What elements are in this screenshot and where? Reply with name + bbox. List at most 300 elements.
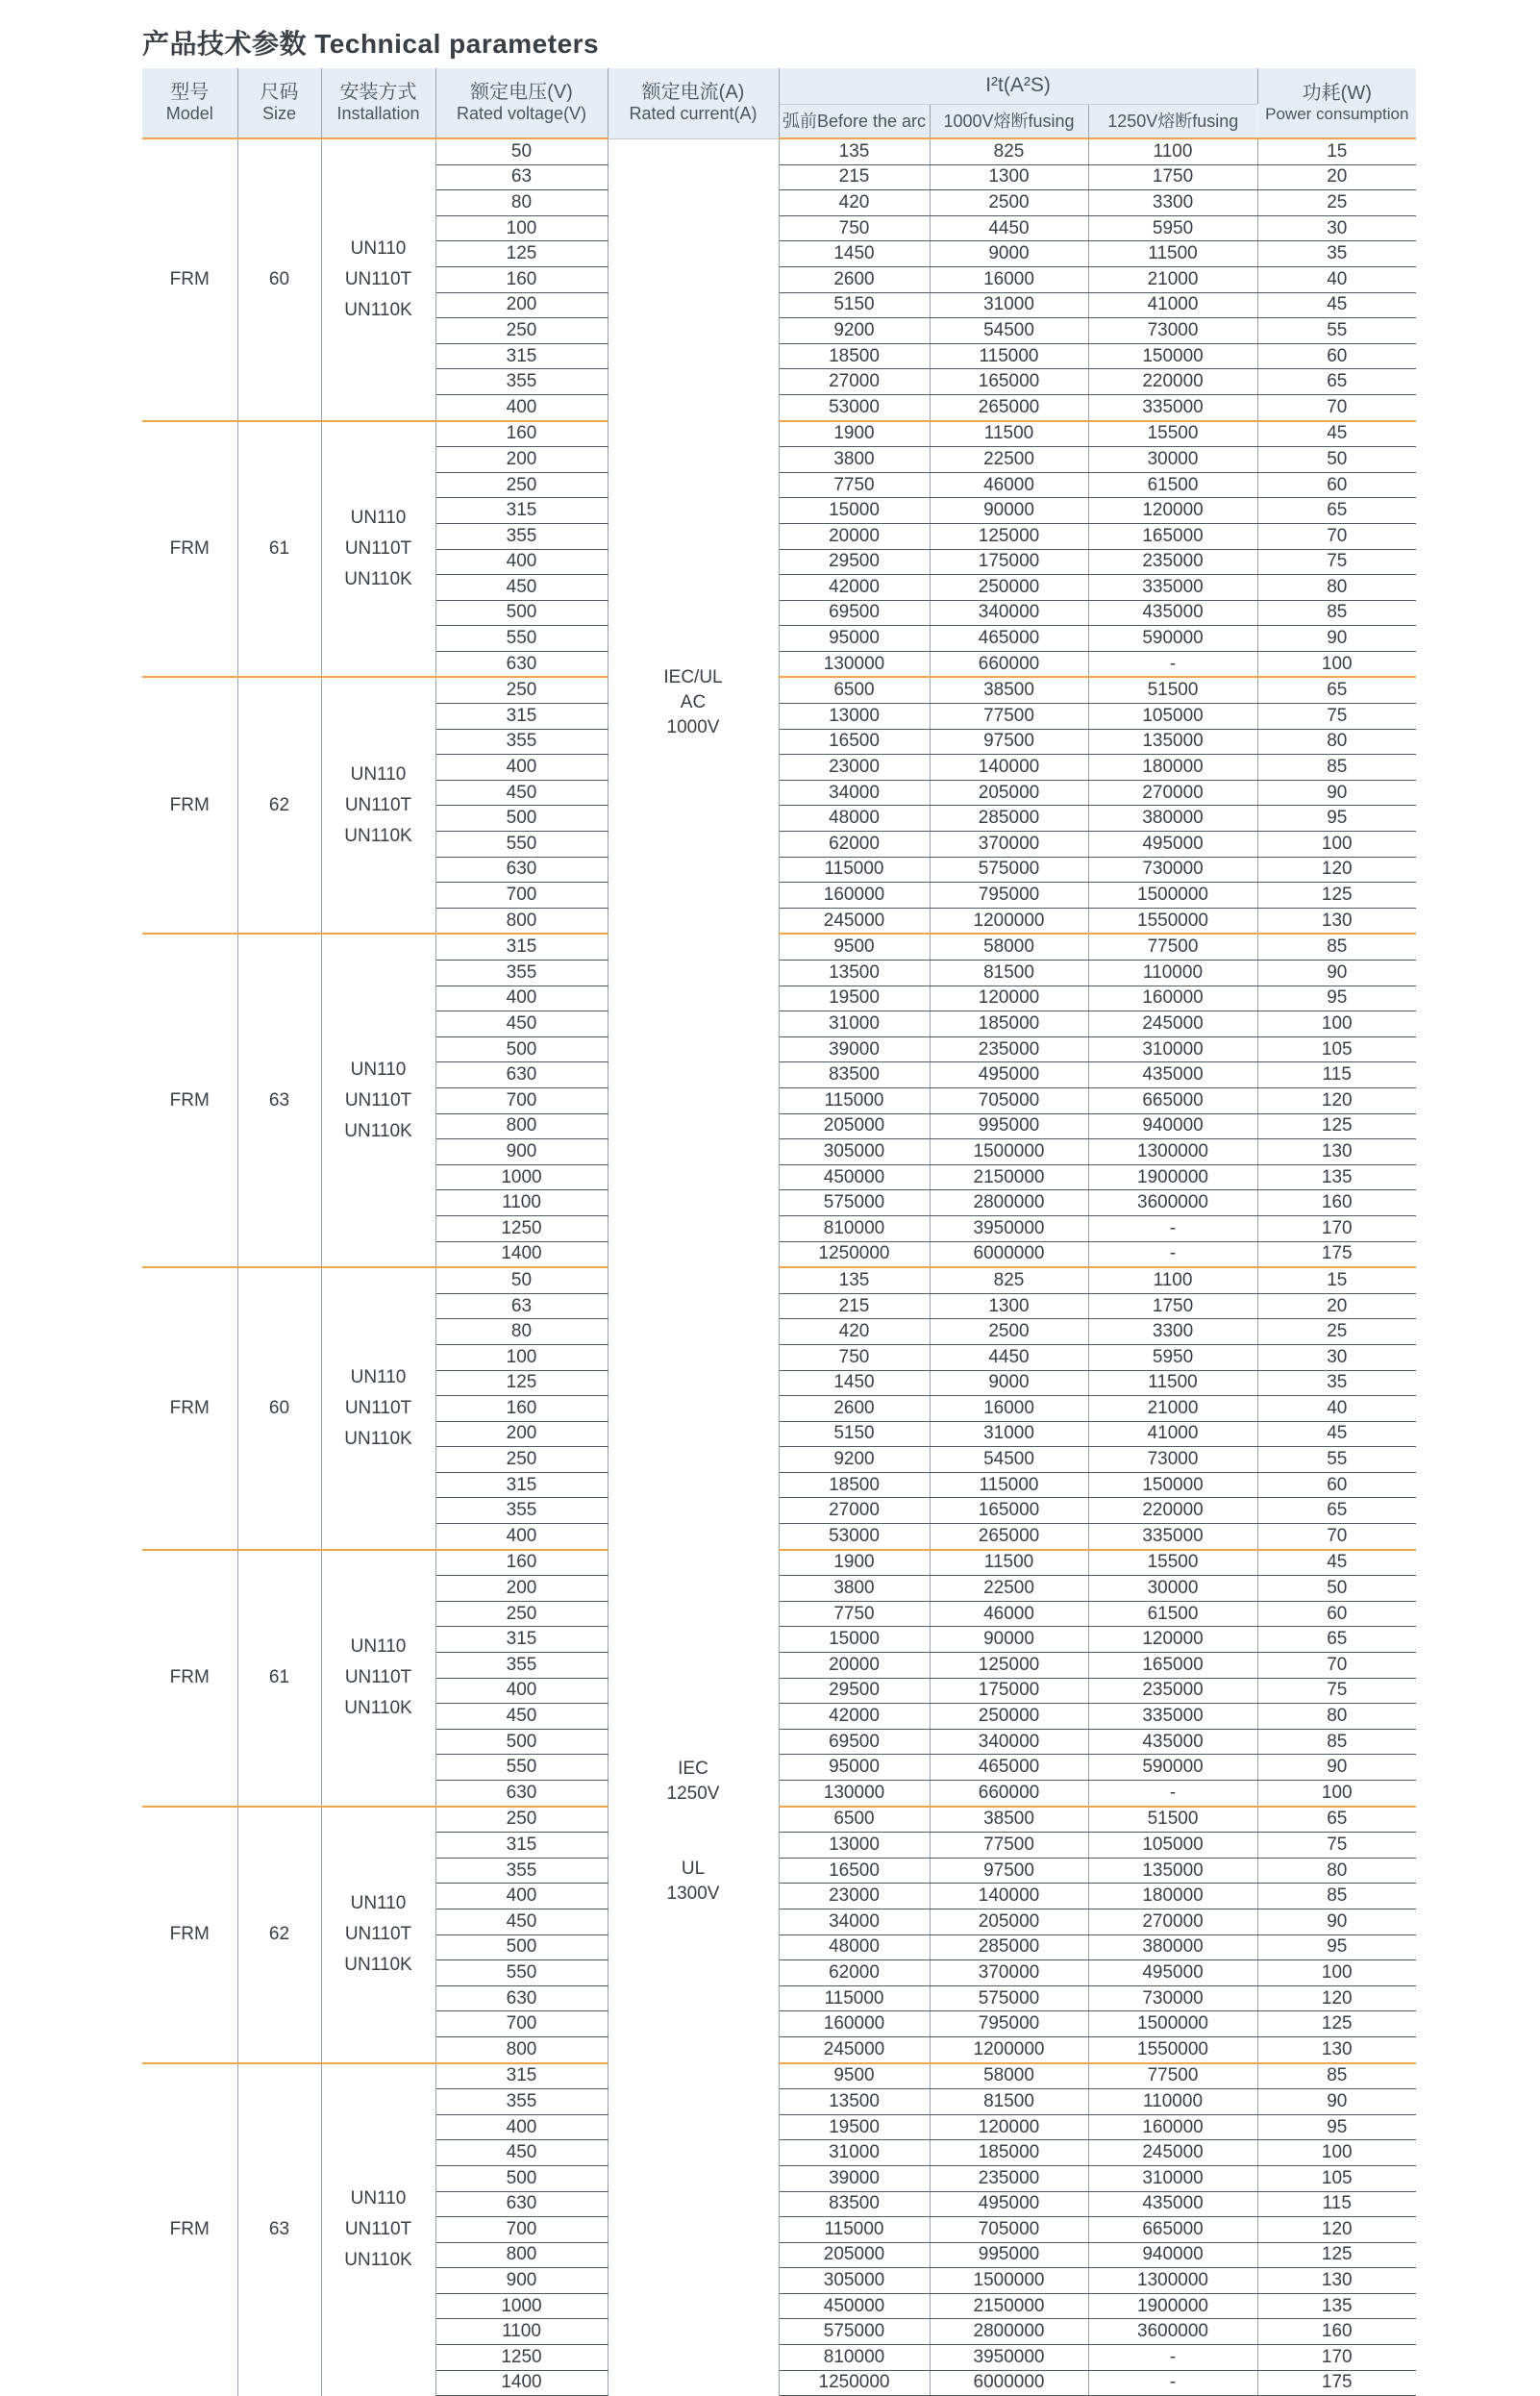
power-cell: 50 xyxy=(1257,447,1416,473)
fusing-1000v-cell: 16000 xyxy=(930,1396,1088,1422)
before-arc-cell: 575000 xyxy=(779,1190,930,1216)
power-cell: 75 xyxy=(1257,1678,1416,1704)
before-arc-cell: 13000 xyxy=(779,704,930,730)
fusing-1000v-cell: 265000 xyxy=(930,1524,1088,1550)
before-arc-cell: 205000 xyxy=(779,1113,930,1139)
fusing-1000v-cell: 125000 xyxy=(930,523,1088,549)
fusing-1250v-cell: 1300000 xyxy=(1088,2268,1257,2294)
before-arc-cell: 62000 xyxy=(779,1960,930,1986)
power-cell: 160 xyxy=(1257,1190,1416,1216)
fusing-1250v-cell: 665000 xyxy=(1088,2217,1257,2243)
power-cell: 95 xyxy=(1257,2114,1416,2140)
installation-type: UN110 xyxy=(350,1366,407,1387)
model-cell: FRM xyxy=(142,138,237,421)
fusing-1250v-cell: 1100 xyxy=(1088,1267,1257,1293)
fusing-1000v-cell: 120000 xyxy=(930,2114,1088,2140)
fusing-1250v-cell: 270000 xyxy=(1088,780,1257,806)
fusing-1000v-cell: 77500 xyxy=(930,704,1088,730)
fusing-1000v-cell: 90000 xyxy=(930,498,1088,524)
power-cell: 105 xyxy=(1257,2165,1416,2191)
fusing-1000v-cell: 97500 xyxy=(930,729,1088,755)
fusing-1250v-cell: 3600000 xyxy=(1088,1190,1257,1216)
rated-current-cell: 630 xyxy=(435,2191,608,2217)
rated-current-cell: 63 xyxy=(435,164,608,190)
rated-current-cell: 400 xyxy=(435,2114,608,2140)
header-fusing-1250v: 1250V熔断fusing xyxy=(1088,105,1257,139)
fusing-1000v-cell: 11500 xyxy=(930,421,1088,447)
rated-current-cell: 500 xyxy=(435,2165,608,2191)
before-arc-cell: 13500 xyxy=(779,2089,930,2115)
fusing-1250v-cell: 77500 xyxy=(1088,2063,1257,2089)
power-cell: 125 xyxy=(1257,1113,1416,1139)
rated-current-cell: 500 xyxy=(435,806,608,832)
before-arc-cell: 205000 xyxy=(779,2242,930,2268)
fusing-1000v-cell: 995000 xyxy=(930,2242,1088,2268)
fusing-1000v-cell: 1500000 xyxy=(930,1139,1088,1165)
fusing-1250v-cell: 235000 xyxy=(1088,549,1257,575)
installation-cell xyxy=(321,1550,435,1807)
power-cell: 30 xyxy=(1257,1344,1416,1370)
power-cell: 65 xyxy=(1257,677,1416,703)
rated-current-cell: 1000 xyxy=(435,1164,608,1190)
installation-cell xyxy=(321,1807,435,2063)
fusing-1250v-cell: 730000 xyxy=(1088,1985,1257,2011)
fusing-1000v-cell: 77500 xyxy=(930,1833,1088,1859)
power-cell: 95 xyxy=(1257,806,1416,832)
fusing-1000v-cell: 825 xyxy=(930,1267,1088,1293)
before-arc-cell: 53000 xyxy=(779,1524,930,1550)
fusing-1250v-cell: 150000 xyxy=(1088,1472,1257,1498)
rated-current-cell: 400 xyxy=(435,1884,608,1909)
voltage-line: IEC xyxy=(678,1758,708,1779)
fusing-1000v-cell: 175000 xyxy=(930,549,1088,575)
table-row xyxy=(142,934,1416,960)
fusing-1000v-cell: 250000 xyxy=(930,575,1088,601)
before-arc-cell: 115000 xyxy=(779,857,930,883)
power-cell: 100 xyxy=(1257,1960,1416,1986)
rated-current-cell: 125 xyxy=(435,1370,608,1396)
fusing-1000v-cell: 705000 xyxy=(930,1087,1088,1113)
power-cell: 30 xyxy=(1257,215,1416,241)
rated-current-cell: 450 xyxy=(435,575,608,601)
power-cell: 125 xyxy=(1257,2011,1416,2037)
power-cell: 170 xyxy=(1257,2345,1416,2371)
before-arc-cell: 29500 xyxy=(779,1678,930,1704)
fusing-1000v-cell: 54500 xyxy=(930,318,1088,344)
power-cell: 45 xyxy=(1257,421,1416,447)
before-arc-cell: 5150 xyxy=(779,292,930,318)
rated-current-cell: 630 xyxy=(435,651,608,677)
fusing-1000v-cell: 795000 xyxy=(930,2011,1088,2037)
before-arc-cell: 62000 xyxy=(779,832,930,858)
rated-voltage-cell xyxy=(608,138,779,1267)
rated-current-cell: 400 xyxy=(435,1678,608,1704)
power-cell: 120 xyxy=(1257,857,1416,883)
table-row xyxy=(142,2063,1416,2089)
rated-current-cell: 355 xyxy=(435,369,608,395)
before-arc-cell: 48000 xyxy=(779,1934,930,1960)
installation-type: UN110 xyxy=(350,1636,407,1658)
fusing-1000v-cell: 2150000 xyxy=(930,2293,1088,2319)
power-cell: 105 xyxy=(1257,1036,1416,1062)
size-cell: 60 xyxy=(237,138,321,421)
fusing-1000v-cell: 115000 xyxy=(930,1472,1088,1498)
fusing-1000v-cell: 46000 xyxy=(930,472,1088,498)
rated-current-cell: 700 xyxy=(435,883,608,909)
rated-current-cell: 630 xyxy=(435,1781,608,1807)
rated-current-cell: 500 xyxy=(435,1934,608,1960)
rated-voltage-cell xyxy=(608,1267,779,2396)
power-cell: 35 xyxy=(1257,241,1416,267)
fusing-1000v-cell: 285000 xyxy=(930,806,1088,832)
fusing-1250v-cell: 335000 xyxy=(1088,1524,1257,1550)
fusing-1250v-cell: 5950 xyxy=(1088,215,1257,241)
fusing-1250v-cell: 495000 xyxy=(1088,1960,1257,1986)
before-arc-cell: 160000 xyxy=(779,883,930,909)
fusing-1000v-cell: 265000 xyxy=(930,394,1088,420)
before-arc-cell: 750 xyxy=(779,215,930,241)
rated-current-cell: 700 xyxy=(435,2217,608,2243)
fusing-1000v-cell: 825 xyxy=(930,138,1088,164)
fusing-1250v-cell: 310000 xyxy=(1088,1036,1257,1062)
power-cell: 40 xyxy=(1257,266,1416,292)
fusing-1250v-cell: 180000 xyxy=(1088,755,1257,781)
rated-current-cell: 1100 xyxy=(435,1190,608,1216)
power-cell: 25 xyxy=(1257,1319,1416,1345)
installation-cell xyxy=(321,677,435,934)
rated-current-cell: 500 xyxy=(435,600,608,626)
rated-current-cell: 550 xyxy=(435,626,608,652)
fusing-1250v-cell: 380000 xyxy=(1088,806,1257,832)
fusing-1250v-cell: 1500000 xyxy=(1088,883,1257,909)
installation-cell xyxy=(321,421,435,678)
fusing-1250v-cell: 1750 xyxy=(1088,164,1257,190)
before-arc-cell: 3800 xyxy=(779,447,930,473)
installation-type: UN110T xyxy=(344,2219,412,2240)
installation-type: UN110 xyxy=(350,1893,407,1914)
before-arc-cell: 130000 xyxy=(779,651,930,677)
fusing-1000v-cell: 995000 xyxy=(930,1113,1088,1139)
rated-current-cell: 50 xyxy=(435,1267,608,1293)
power-cell: 45 xyxy=(1257,292,1416,318)
power-cell: 125 xyxy=(1257,2242,1416,2268)
rated-current-cell: 700 xyxy=(435,2011,608,2037)
fusing-1000v-cell: 97500 xyxy=(930,1858,1088,1884)
fusing-1250v-cell: 150000 xyxy=(1088,343,1257,369)
before-arc-cell: 15000 xyxy=(779,1627,930,1653)
fusing-1000v-cell: 22500 xyxy=(930,1576,1088,1602)
before-arc-cell: 15000 xyxy=(779,498,930,524)
fusing-1250v-cell: 165000 xyxy=(1088,1653,1257,1679)
before-arc-cell: 34000 xyxy=(779,780,930,806)
fusing-1250v-cell: 3300 xyxy=(1088,1319,1257,1345)
fusing-1250v-cell: 30000 xyxy=(1088,1576,1257,1602)
fusing-1250v-cell: 21000 xyxy=(1088,1396,1257,1422)
power-cell: 80 xyxy=(1257,1858,1416,1884)
rated-current-cell: 800 xyxy=(435,1113,608,1139)
fusing-1250v-cell: 41000 xyxy=(1088,1421,1257,1447)
power-cell: 45 xyxy=(1257,1421,1416,1447)
rated-current-cell: 550 xyxy=(435,832,608,858)
fusing-1250v-cell: 310000 xyxy=(1088,2165,1257,2191)
power-cell: 60 xyxy=(1257,343,1416,369)
fusing-1000v-cell: 22500 xyxy=(930,447,1088,473)
rated-current-cell: 100 xyxy=(435,215,608,241)
fusing-1250v-cell: 435000 xyxy=(1088,1062,1257,1088)
model-cell: FRM xyxy=(142,1267,237,1550)
power-cell: 75 xyxy=(1257,704,1416,730)
rated-current-cell: 450 xyxy=(435,1704,608,1730)
rated-current-cell: 200 xyxy=(435,447,608,473)
power-cell: 100 xyxy=(1257,832,1416,858)
fusing-1250v-cell: 495000 xyxy=(1088,832,1257,858)
installation-cell xyxy=(321,2063,435,2396)
page-title: 产品技术参数 Technical parameters xyxy=(142,29,600,59)
before-arc-cell: 810000 xyxy=(779,1215,930,1241)
installation-cell xyxy=(321,934,435,1267)
power-cell: 100 xyxy=(1257,2140,1416,2166)
fusing-1250v-cell: - xyxy=(1088,2345,1257,2371)
before-arc-cell: 160000 xyxy=(779,2011,930,2037)
rated-current-cell: 630 xyxy=(435,1062,608,1088)
fusing-1000v-cell: 340000 xyxy=(930,1729,1088,1755)
fusing-1000v-cell: 120000 xyxy=(930,986,1088,1011)
model-cell: FRM xyxy=(142,677,237,934)
fusing-1000v-cell: 90000 xyxy=(930,1627,1088,1653)
before-arc-cell: 27000 xyxy=(779,369,930,395)
fusing-1250v-cell: 220000 xyxy=(1088,1498,1257,1524)
fusing-1250v-cell: - xyxy=(1088,1215,1257,1241)
power-cell: 55 xyxy=(1257,1447,1416,1473)
fusing-1250v-cell: 110000 xyxy=(1088,2089,1257,2115)
before-arc-cell: 245000 xyxy=(779,908,930,934)
fusing-1000v-cell: 165000 xyxy=(930,1498,1088,1524)
before-arc-cell: 3800 xyxy=(779,1576,930,1602)
voltage-line xyxy=(609,1807,779,1832)
fusing-1000v-cell: 185000 xyxy=(930,2140,1088,2166)
rated-current-cell: 250 xyxy=(435,1601,608,1627)
fusing-1000v-cell: 58000 xyxy=(930,934,1088,960)
power-cell: 160 xyxy=(1257,2319,1416,2345)
rated-current-cell: 800 xyxy=(435,908,608,934)
fusing-1250v-cell: 1100 xyxy=(1088,138,1257,164)
before-arc-cell: 7750 xyxy=(779,472,930,498)
fusing-1250v-cell: 1900000 xyxy=(1088,1164,1257,1190)
before-arc-cell: 245000 xyxy=(779,2036,930,2062)
table-header xyxy=(142,68,1416,138)
installation-type: UN110K xyxy=(344,569,412,589)
rated-current-cell: 400 xyxy=(435,549,608,575)
before-arc-cell: 23000 xyxy=(779,755,930,781)
fusing-1250v-cell: 3300 xyxy=(1088,190,1257,216)
rated-current-cell: 315 xyxy=(435,2063,608,2089)
fusing-1000v-cell: 9000 xyxy=(930,241,1088,267)
rated-current-cell: 900 xyxy=(435,1139,608,1165)
voltage-line: 1250V xyxy=(666,1783,720,1804)
fusing-1000v-cell: 340000 xyxy=(930,600,1088,626)
voltage-rating-text xyxy=(609,1747,779,1916)
before-arc-cell: 9500 xyxy=(779,934,930,960)
before-arc-cell: 42000 xyxy=(779,1704,930,1730)
fusing-1000v-cell: 575000 xyxy=(930,857,1088,883)
fusing-1000v-cell: 495000 xyxy=(930,2191,1088,2217)
fusing-1250v-cell: 665000 xyxy=(1088,1087,1257,1113)
power-cell: 70 xyxy=(1257,1653,1416,1679)
fusing-1250v-cell: 15500 xyxy=(1088,1550,1257,1576)
power-cell: 100 xyxy=(1257,1781,1416,1807)
power-cell: 100 xyxy=(1257,651,1416,677)
power-cell: 125 xyxy=(1257,883,1416,909)
power-cell: 95 xyxy=(1257,1934,1416,1960)
fusing-1000v-cell: 495000 xyxy=(930,1062,1088,1088)
before-arc-cell: 2600 xyxy=(779,1396,930,1422)
power-cell: 130 xyxy=(1257,908,1416,934)
model-cell: FRM xyxy=(142,2063,237,2396)
before-arc-cell: 95000 xyxy=(779,1755,930,1781)
rated-current-cell: 700 xyxy=(435,1087,608,1113)
fusing-1250v-cell: 220000 xyxy=(1088,369,1257,395)
rated-current-cell: 1100 xyxy=(435,2319,608,2345)
power-cell: 130 xyxy=(1257,2036,1416,2062)
fusing-1250v-cell: 30000 xyxy=(1088,447,1257,473)
installation-cell xyxy=(321,138,435,421)
before-arc-cell: 420 xyxy=(779,190,930,216)
rated-current-cell: 100 xyxy=(435,1344,608,1370)
rated-current-cell: 315 xyxy=(435,1833,608,1859)
rated-current-cell: 630 xyxy=(435,1985,608,2011)
fusing-1000v-cell: 2500 xyxy=(930,190,1088,216)
power-cell: 60 xyxy=(1257,1472,1416,1498)
installation-type: UN110 xyxy=(350,508,407,528)
power-cell: 175 xyxy=(1257,2370,1416,2396)
installation-cell xyxy=(321,1267,435,1550)
power-cell: 130 xyxy=(1257,2268,1416,2294)
table-row xyxy=(142,1807,1416,1833)
fusing-1250v-cell: 160000 xyxy=(1088,986,1257,1011)
power-cell: 85 xyxy=(1257,934,1416,960)
rated-current-cell: 160 xyxy=(435,1550,608,1576)
before-arc-cell: 23000 xyxy=(779,1884,930,1909)
power-cell: 120 xyxy=(1257,1985,1416,2011)
fusing-1250v-cell: 110000 xyxy=(1088,961,1257,986)
before-arc-cell: 450000 xyxy=(779,2293,930,2319)
power-cell: 115 xyxy=(1257,1062,1416,1088)
voltage-rating-text xyxy=(609,656,779,750)
fusing-1000v-cell: 175000 xyxy=(930,1678,1088,1704)
rated-current-cell: 355 xyxy=(435,2089,608,2115)
fusing-1250v-cell: 51500 xyxy=(1088,1807,1257,1833)
fusing-1250v-cell: 105000 xyxy=(1088,704,1257,730)
header-installation: 安装方式 Installation xyxy=(321,68,435,138)
fusing-1250v-cell: 435000 xyxy=(1088,2191,1257,2217)
power-cell: 85 xyxy=(1257,1884,1416,1909)
power-cell: 85 xyxy=(1257,1729,1416,1755)
fusing-1250v-cell: 730000 xyxy=(1088,857,1257,883)
fusing-1000v-cell: 235000 xyxy=(930,2165,1088,2191)
before-arc-cell: 53000 xyxy=(779,394,930,420)
rated-current-cell: 355 xyxy=(435,961,608,986)
power-cell: 15 xyxy=(1257,138,1416,164)
voltage-line: AC xyxy=(680,692,707,713)
fusing-1250v-cell: 270000 xyxy=(1088,1909,1257,1934)
before-arc-cell: 9200 xyxy=(779,1447,930,1473)
fusing-1000v-cell: 205000 xyxy=(930,1909,1088,1934)
before-arc-cell: 1250000 xyxy=(779,1241,930,1267)
before-arc-cell: 6500 xyxy=(779,1807,930,1833)
fusing-1250v-cell: 1750 xyxy=(1088,1293,1257,1319)
rated-current-cell: 550 xyxy=(435,1755,608,1781)
fusing-1000v-cell: 185000 xyxy=(930,1011,1088,1037)
table-row xyxy=(142,421,1416,447)
power-cell: 90 xyxy=(1257,1909,1416,1934)
size-cell: 62 xyxy=(237,1807,321,2063)
rated-current-cell: 315 xyxy=(435,934,608,960)
fusing-1000v-cell: 4450 xyxy=(930,215,1088,241)
before-arc-cell: 83500 xyxy=(779,1062,930,1088)
rated-current-cell: 500 xyxy=(435,1729,608,1755)
rated-current-cell: 355 xyxy=(435,523,608,549)
power-cell: 55 xyxy=(1257,318,1416,344)
power-cell: 130 xyxy=(1257,1139,1416,1165)
fusing-1000v-cell: 2800000 xyxy=(930,1190,1088,1216)
before-arc-cell: 115000 xyxy=(779,1985,930,2011)
rated-current-cell: 400 xyxy=(435,1524,608,1550)
fusing-1000v-cell: 9000 xyxy=(930,1370,1088,1396)
power-cell: 85 xyxy=(1257,2063,1416,2089)
fusing-1000v-cell: 370000 xyxy=(930,832,1088,858)
size-cell: 63 xyxy=(237,934,321,1267)
fusing-1000v-cell: 235000 xyxy=(930,1036,1088,1062)
table-body xyxy=(142,138,1416,2396)
rated-current-cell: 1400 xyxy=(435,1241,608,1267)
power-cell: 100 xyxy=(1257,1011,1416,1037)
before-arc-cell: 215 xyxy=(779,164,930,190)
rated-current-cell: 1250 xyxy=(435,2345,608,2371)
fusing-1250v-cell: 77500 xyxy=(1088,934,1257,960)
before-arc-cell: 135 xyxy=(779,1267,930,1293)
power-cell: 95 xyxy=(1257,986,1416,1011)
technical-parameters-table xyxy=(142,68,1416,2396)
fusing-1250v-cell: 160000 xyxy=(1088,2114,1257,2140)
power-cell: 60 xyxy=(1257,472,1416,498)
size-cell: 61 xyxy=(237,421,321,678)
before-arc-cell: 420 xyxy=(779,1319,930,1345)
before-arc-cell: 69500 xyxy=(779,1729,930,1755)
power-cell: 65 xyxy=(1257,369,1416,395)
before-arc-cell: 69500 xyxy=(779,600,930,626)
fusing-1250v-cell: 380000 xyxy=(1088,1934,1257,1960)
rated-current-cell: 1000 xyxy=(435,2293,608,2319)
before-arc-cell: 750 xyxy=(779,1344,930,1370)
fusing-1000v-cell: 140000 xyxy=(930,1884,1088,1909)
rated-current-cell: 315 xyxy=(435,343,608,369)
installation-type: UN110K xyxy=(344,1120,412,1141)
rated-current-cell: 160 xyxy=(435,266,608,292)
rated-current-cell: 355 xyxy=(435,1858,608,1884)
fusing-1000v-cell: 465000 xyxy=(930,1755,1088,1781)
fusing-1250v-cell: 1500000 xyxy=(1088,2011,1257,2037)
rated-current-cell: 160 xyxy=(435,421,608,447)
before-arc-cell: 135 xyxy=(779,138,930,164)
before-arc-cell: 115000 xyxy=(779,1087,930,1113)
power-cell: 65 xyxy=(1257,1807,1416,1833)
fusing-1250v-cell: - xyxy=(1088,1781,1257,1807)
before-arc-cell: 1900 xyxy=(779,1550,930,1576)
before-arc-cell: 39000 xyxy=(779,2165,930,2191)
fusing-1000v-cell: 250000 xyxy=(930,1704,1088,1730)
voltage-line: UL xyxy=(681,1858,706,1879)
fusing-1000v-cell: 31000 xyxy=(930,1421,1088,1447)
